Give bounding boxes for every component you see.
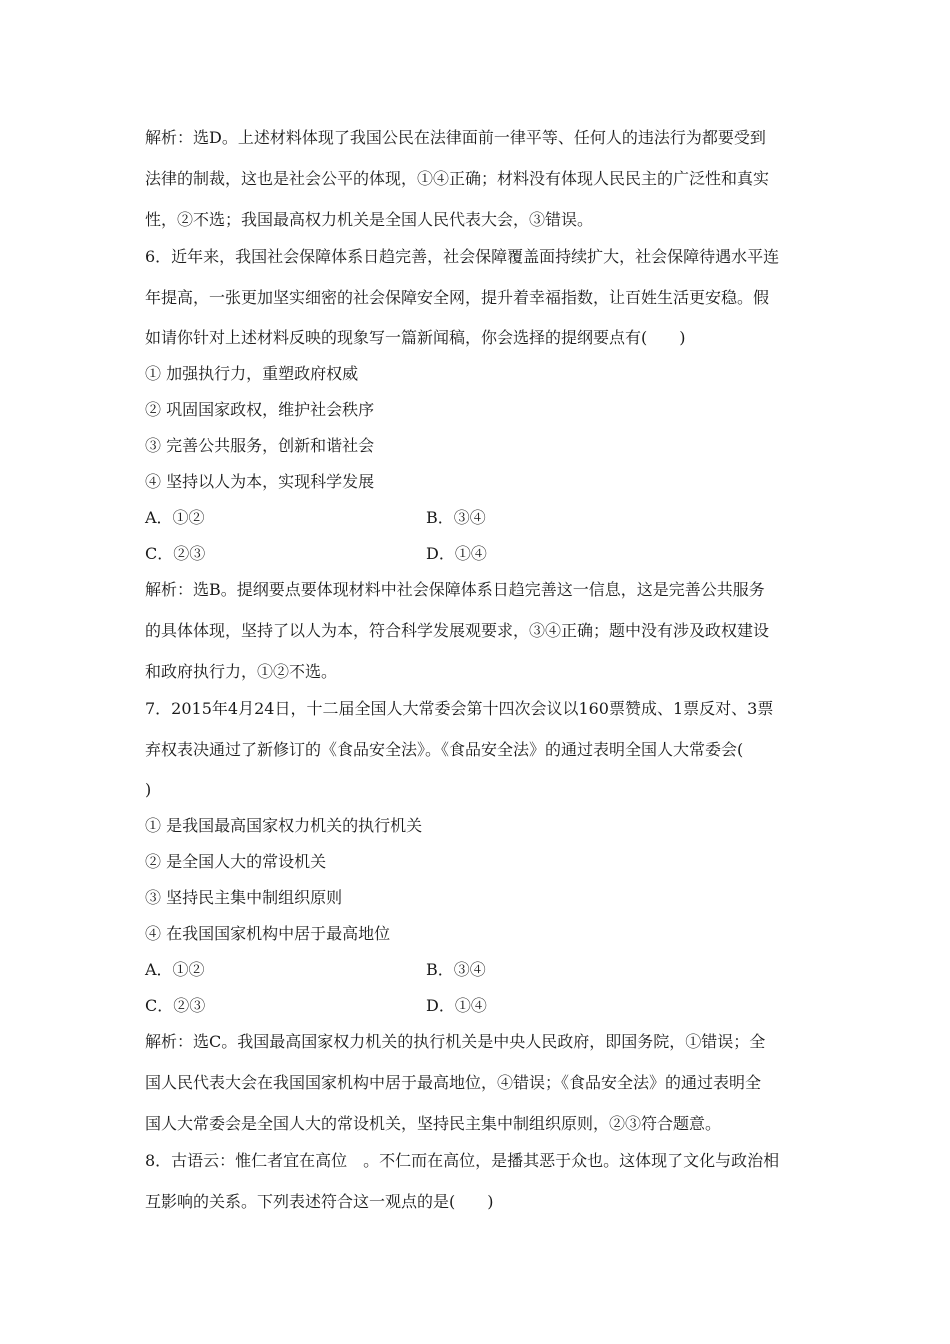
q6-analysis-line: 解析：选B。提纲要点要体现材料中社会保障体系日趋完善这一信息，这是完善公共服务: [145, 580, 765, 599]
q8-stem-line: 互影响的关系。下列表述符合这一观点的是( ): [145, 1192, 494, 1211]
q6-item-2: ② 巩固国家政权，维护社会秩序: [145, 400, 375, 419]
q6-stem-line: 6．近年来，我国社会保障体系日趋完善，社会保障覆盖面持续扩大，社会保障待遇水平连: [145, 247, 780, 266]
q7-option-b[interactable]: B．③④: [426, 960, 486, 979]
q6-analysis-line: 和政府执行力，①②不选。: [145, 662, 338, 681]
q7-analysis-line: 解析：选C。我国最高国家权力机关的执行机关是中央人民政府，即国务院，①错误；全: [145, 1032, 766, 1051]
q5-analysis-line: 性，②不选；我国最高权力机关是全国人民代表大会，③错误。: [145, 210, 594, 229]
q7-option-d[interactable]: D．①④: [426, 996, 487, 1015]
q7-options-row-2: [145, 995, 815, 1017]
q6-options-row-1: [145, 507, 815, 529]
q5-analysis-line: 解析：选D。上述材料体现了我国公民在法律面前一律平等、任何人的违法行为都要受到: [145, 128, 766, 147]
q6-option-c[interactable]: C．②③: [145, 544, 206, 563]
q7-options-row-1: [145, 959, 815, 981]
q6-options-row-2: [145, 543, 815, 565]
q7-item-4: ④ 在我国国家机构中居于最高地位: [145, 924, 391, 943]
q7-stem-line: 7．2015年4月24日，十二届全国人大常委会第十四次会议以160票赞成、1票反对、3票: [145, 699, 774, 718]
q6-analysis-line: 的具体体现，坚持了以人为本，符合科学发展观要求，③④正确；题中没有涉及政权建设: [145, 621, 770, 640]
q7-stem-line: ): [145, 780, 152, 799]
q5-analysis-line: 法律的制裁，这也是社会公平的体现，①④正确；材料没有体现人民民主的广泛性和真实: [145, 169, 770, 188]
q7-item-3: ③ 坚持民主集中制组织原则: [145, 888, 343, 907]
q8-stem-line: 8．古语云：惟仁者宜在高位 。不仁而在高位，是播其恶于众也。这体现了文化与政治相: [145, 1151, 780, 1170]
q7-analysis-line: 国人民代表大会在我国国家机构中居于最高地位，④错误；《食品安全法》的通过表明全: [145, 1073, 762, 1092]
q7-item-1: ① 是我国最高国家权力机关的执行机关: [145, 816, 423, 835]
q6-option-a[interactable]: A．①②: [145, 508, 205, 527]
q7-stem-line: 弃权表决通过了新修订的《食品安全法》。《食品安全法》的通过表明全国人大常委会(: [145, 740, 744, 759]
q6-option-d[interactable]: D．①④: [426, 544, 487, 563]
q6-item-1: ① 加强执行力，重塑政府权威: [145, 364, 359, 383]
q6-option-b[interactable]: B．③④: [426, 508, 486, 527]
q7-item-2: ② 是全国人大的常设机关: [145, 852, 327, 871]
q6-stem-line: 年提高，一张更加坚实细密的社会保障安全网，提升着幸福指数，让百姓生活更安稳。假: [145, 288, 770, 307]
q7-option-a[interactable]: A．①②: [145, 960, 205, 979]
q7-analysis-line: 国人大常委会是全国人大的常设机关，坚持民主集中制组织原则，②③符合题意。: [145, 1114, 722, 1133]
q6-item-4: ④ 坚持以人为本，实现科学发展: [145, 472, 375, 491]
q6-item-3: ③ 完善公共服务，创新和谐社会: [145, 436, 375, 455]
q7-option-c[interactable]: C．②③: [145, 996, 206, 1015]
q6-stem-line: 如请你针对上述材料反映的现象写一篇新闻稿，你会选择的提纲要点有( ): [145, 328, 686, 347]
